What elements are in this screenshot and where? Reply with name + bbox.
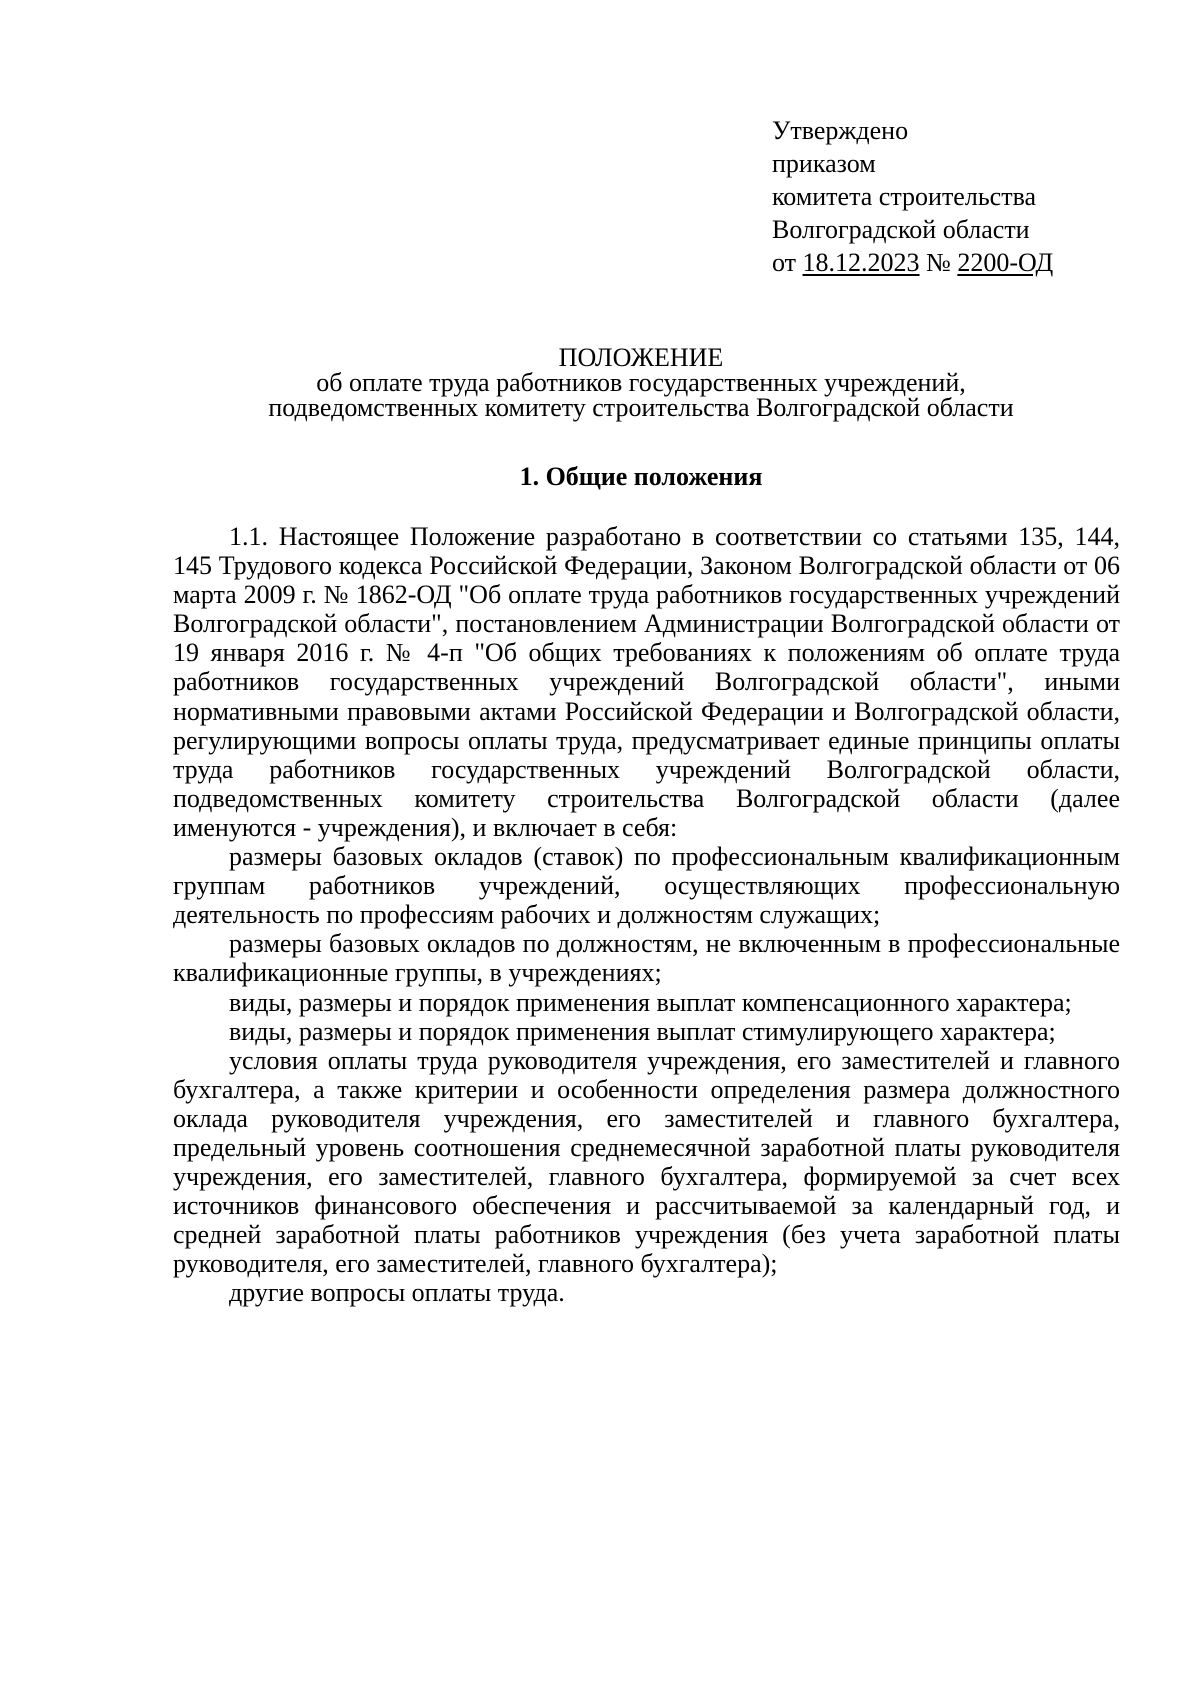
approval-number-sign: №	[926, 248, 951, 277]
document-title-line3: подведомственных комитету строительства Волгоградской области	[268, 393, 1014, 422]
section-heading: 1. Общие положения	[519, 462, 763, 491]
approval-line-date-number	[772, 246, 1053, 279]
list-item-management-pay: условия оплаты труда руководителя учреждения, его заместителей и главного бухгалтера, а также критерии и особенности определения размера должностного оклада руководителя учреждения, его заместителей и главного бухгалтера, предельный уровень соотношения среднемесячной заработной платы руководителя учреждения, его заместителей, главного бухгалтера, формируемой за счет всех источников финансового обеспечения и рассчитываемой за календарный год, и средней заработной платы работников учреждения (без учета заработной платы руководителя, его заместителей, главного бухгалтера);	[173, 1045, 1120, 1279]
approval-from-label: от	[772, 248, 797, 277]
list-item-compensation-payments: виды, размеры и порядок применения выплат компенсационного характера;	[229, 987, 1072, 1017]
section-body	[173, 522, 1120, 1308]
approval-line-order: приказом	[772, 149, 876, 178]
approval-block	[772, 114, 1053, 279]
approval-line-region: Волгоградской области	[772, 215, 1030, 244]
list-item-base-salaries-pkg: размеры базовых окладов (ставок) по профессиональным квалификационным группам работников учреждений, осуществляющих профессиональную деятельность по профессиям рабочих и должностям служащих;	[173, 842, 1120, 930]
document-title	[170, 345, 1112, 420]
list-item-incentive-payments: виды, размеры и порядок применения выплат стимулирующего характера;	[229, 1016, 1056, 1046]
document-title-main: ПОЛОЖЕНИЕ	[558, 343, 724, 372]
approval-number: 2200-ОД	[957, 248, 1054, 277]
list-item-base-salaries-other: размеры базовых окладов по должностям, не включенным в профессиональные квалификационные группы, в учреждениях;	[173, 929, 1120, 988]
list-item-other-questions: другие вопросы оплаты труда.	[229, 1278, 565, 1308]
document-title-line2: об оплате труда работников государственных учреждений,	[316, 368, 966, 397]
approval-line-committee: комитета строительства	[772, 182, 1037, 211]
approval-date: 18.12.2023	[802, 248, 920, 277]
paragraph-1-1: 1.1. Настоящее Положение разработано в соответствии со статьями 135, 144, 145 Трудового кодекса Российской Федерации, Законом Волгоградской области от 06 марта 2009 г. № 1862-ОД "Об оплате труда работников государственных учреждений Волгоградской области", постановлением Администрации Волгоградской области от 19 января 2016 г. № 4-п "Об общих требованиях к положениям об оплате труда работников государственных учреждений Волгоградской области", иными нормативными правовыми актами Российской Федерации и Волгоградской области, регулирующими вопросы оплаты труда, предусматривает единые принципы оплаты труда работников государственных учреждений Волгоградской области, подведомственных комитету строительства Волгоградской области (далее именуются - учреждения), и включает в себя:	[173, 522, 1120, 842]
approval-line-approved: Утверждено	[772, 116, 909, 145]
